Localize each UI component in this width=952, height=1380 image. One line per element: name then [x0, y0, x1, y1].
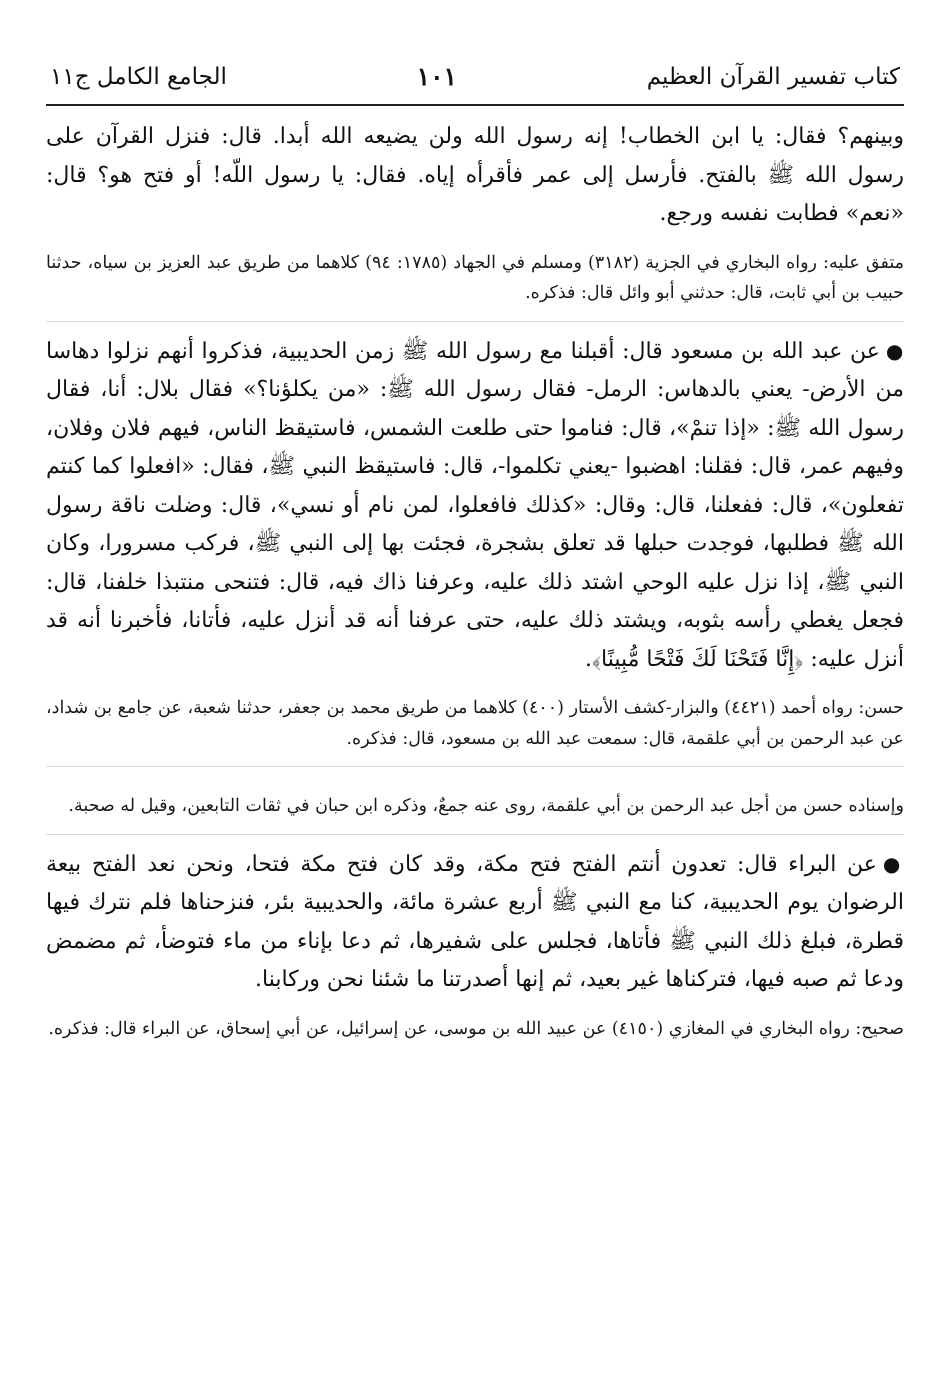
takhrij-block: [46, 777, 904, 835]
hadith-text: عن عبد الله بن مسعود قال: أقبلنا مع رسول الله ﷺ زمن الحديبية، فذكروا أنهم نزلوا دهاسا من الأرض- يعني بالدهاس: الرمل- فقال رسول الله ﷺ: «من يكلؤنا؟» فقال بلال: أنا، فقال رسول الله ﷺ: «إذا تنمْ»، قال: فناموا حتى طلعت الشمس، فاستيقظ الناس، فيهم فلان وفلان، وفيهم عمر، قال: فقلنا: اهضبوا -يعني تكلموا-، قال: فاستيقظ النبي ﷺ، فقال: «افعلوا كما كنتم تفعلون»، قال: ففعلنا، قال: وقال: «كذلك فافعلوا، لمن نام أو نسي»، قال: وضلت ناقة رسول الله ﷺ فطلبها، فوجدت حبلها قد تعلق بشجرة، فجئت بها إلى النبي ﷺ، فركب مسرورا، وكان النبي ﷺ، إذا نزل عليه الوحي اشتد ذلك عليه، وعرفنا ذاك فيه، قال: فتنحى منتبذا خلفنا، قال: فجعل يغطي رأسه بثوبه، ويشتد ذلك عليه، حتى عرفنا أنه قد أنزل عليه، فأتانا، فأخبرنا أنه قد أنزل عليه: ﴿إِنَّا فَتَحْنَا لَكَ فَتْحًا مُّبِينًا﴾.: [46, 338, 904, 672]
page-body: [46, 118, 904, 1056]
hadith-text: عن البراء قال: تعدون أنتم الفتح فتح مكة، وقد كان فتح مكة فتحا، ونحن نعد الفتح بيعة الرضوان يوم الحديبية، كنا مع النبي ﷺ أربع عشرة مائة، والحديبية بئر، فنزحناها فلم نترك فيها قطرة، فبلغ ذلك النبي ﷺ فأتاها، فجلس على شفيرها، ثم دعا بإناء من ماء فتوضأ، ثم مضمض ودعا ثم صبه فيها، فتركناها غير بعيد، ثم إنها أصدرتنا ما شئنا نحن وركابنا.: [46, 851, 904, 992]
takhrij-block: [46, 679, 904, 767]
hadith-paragraph: [46, 845, 904, 1000]
book-title: كتاب تفسير القرآن العظيم: [646, 64, 900, 90]
bullet-icon: ●: [885, 338, 904, 363]
takhrij-block: [46, 234, 904, 322]
takhrij-note: حسن: رواه أحمد (٤٤٢١) والبزار-كشف الأستار (٤٠٠) كلاهما من طريق محمد بن جعفر، حدثنا شعبة، عن جامع بن شداد، عن عبد الرحمن بن أبي علقمة، قال: سمعت عبد الله بن مسعود، قال: فذكره.: [46, 698, 904, 749]
hadith-text: وبينهم؟ فقال: يا ابن الخطاب! إنه رسول الله ولن يضيعه الله أبدا. قال: فنزل القرآن على رسول الله ﷺ بالفتح. فأرسل إلى عمر فأقرأه إياه. فقال: يا رسول اللّه! أو فتح هو؟ قال: «نعم» فطابت نفسه ورجع.: [46, 124, 904, 226]
hadith-paragraph: [46, 332, 904, 680]
takhrij-block: [46, 1000, 904, 1057]
isnad-note: وإسناده حسن من أجل عبد الرحمن بن أبي علقمة، روى عنه جمعٌ، وذكره ابن حبان في ثقات التابعين، وقيل له صحبة.: [68, 796, 904, 816]
volume-label: الجامع الكامل ج١١: [50, 64, 227, 90]
page-header: [46, 60, 904, 106]
page-number: ١٠١: [416, 62, 457, 91]
takhrij-note: متفق عليه: رواه البخاري في الجزية (٣١٨٢) ومسلم في الجهاد (١٧٨٥: ٩٤) كلاهما من طريق عبد العزيز بن سياه، حدثنا حبيب بن أبي ثابت، قال: حدثني أبو وائل قال: فذكره.: [46, 252, 905, 303]
hadith-paragraph: [46, 118, 904, 234]
bullet-icon: ●: [882, 851, 904, 876]
takhrij-note: صحيح: رواه البخاري في المغازي (٤١٥٠) عن عبيد الله بن موسى، عن إسرائيل، عن أبي إسحاق، عن البراء قال: فذكره.: [48, 1018, 904, 1039]
